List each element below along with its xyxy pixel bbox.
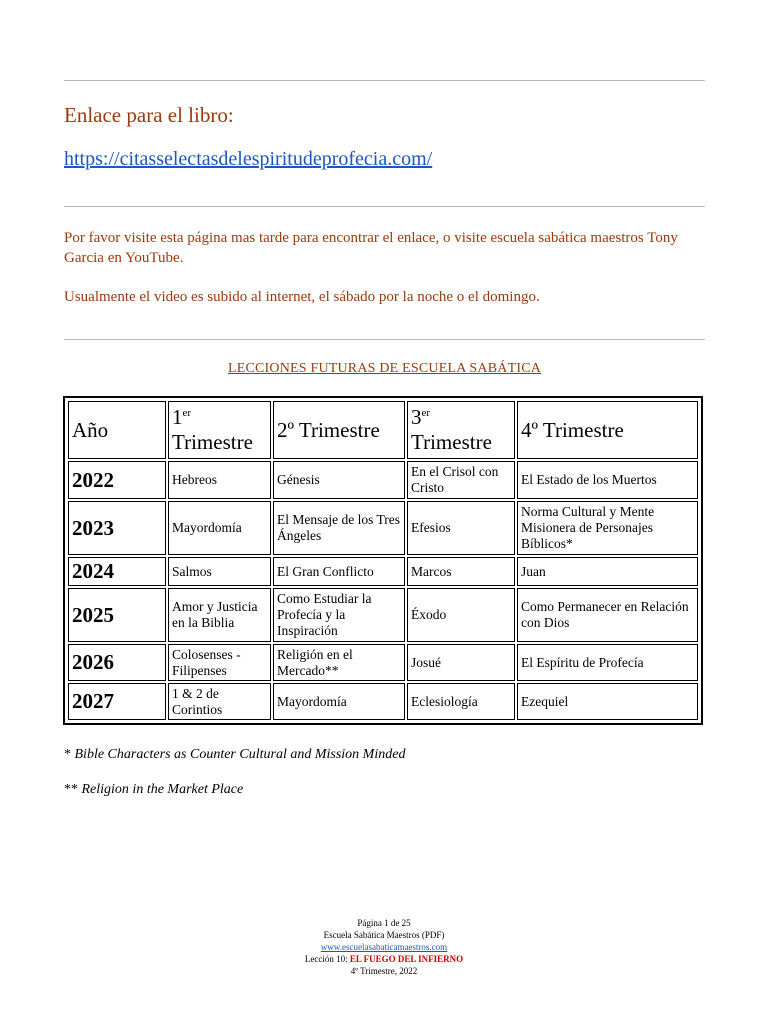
- header-q3: 3er Trimestre: [407, 401, 515, 459]
- notice-upload-schedule: Usualmente el video es subido al internet, el sábado por la noche o el domingo.: [64, 289, 540, 305]
- row-q3: Eclesiología: [407, 683, 515, 720]
- row-q3: En el Crisol con Cristo: [407, 461, 515, 499]
- row-q4: El Estado de los Muertos: [517, 461, 698, 499]
- footer-lesson-prefix: Lección 10:: [304, 954, 348, 964]
- divider-2: [64, 206, 705, 207]
- footnote-1: [64, 747, 405, 763]
- row-q2: Génesis: [273, 461, 405, 499]
- row-q4: Como Permanecer en Relación con Dios: [517, 588, 698, 642]
- row-q1: Hebreos: [168, 461, 271, 499]
- header-q4: 4º Trimestre: [517, 401, 698, 459]
- footnote-1-mark: *: [64, 747, 71, 762]
- row-q1: Salmos: [168, 557, 271, 586]
- row-year: 2024: [68, 557, 166, 586]
- footnote-2-text: Religion in the Market Place: [81, 782, 244, 797]
- footnote-1-text: Bible Characters as Counter Cultural and Mission Minded: [74, 747, 406, 762]
- header-q2: 2º Trimestre: [273, 401, 405, 459]
- table-row: [68, 644, 698, 681]
- row-year: 2025: [68, 588, 166, 642]
- table-title: LECCIONES FUTURAS DE ESCUELA SABÁTICA: [227, 361, 542, 376]
- row-q2: El Mensaje de los Tres Ángeles: [273, 501, 405, 555]
- footer-page-number: Página 1 de 25: [357, 918, 411, 928]
- link-heading: Enlace para el libro:: [64, 103, 234, 127]
- table-header-row: [68, 401, 698, 459]
- footer-lesson-name: EL FUEGO DEL INFIERNO: [349, 954, 464, 964]
- row-year: 2023: [68, 501, 166, 555]
- table-row: [68, 683, 698, 720]
- footer-lesson: [0, 953, 768, 965]
- row-q1: Mayordomía: [168, 501, 271, 555]
- footnote-2: [64, 782, 243, 798]
- row-q2: Religión en el Mercado**: [273, 644, 405, 681]
- row-q3: Efesios: [407, 501, 515, 555]
- footer-quarter: 4º Trimestre, 2022: [350, 966, 418, 976]
- row-q3: Marcos: [407, 557, 515, 586]
- header-q1: 1er Trimestre: [168, 401, 271, 459]
- row-q4: Juan: [517, 557, 698, 586]
- row-q1: Colosenses - Filipenses: [168, 644, 271, 681]
- row-q2: El Gran Conflicto: [273, 557, 405, 586]
- table-row: [68, 557, 698, 586]
- row-q1: 1 & 2 de Corintios: [168, 683, 271, 720]
- row-q3: Josué: [407, 644, 515, 681]
- row-q1: Amor y Justicia en la Biblia: [168, 588, 271, 642]
- row-q4: El Espíritu de Profecía: [517, 644, 698, 681]
- footer-site-link[interactable]: www.escuelasabaticamaestros.com: [320, 942, 448, 952]
- row-year: 2026: [68, 644, 166, 681]
- row-q2: Mayordomía: [273, 683, 405, 720]
- footer-title: Escuela Sabática Maestros (PDF): [323, 930, 445, 940]
- row-q2: Como Estudiar la Profecía y la Inspiración: [273, 588, 405, 642]
- top-divider: [64, 80, 705, 81]
- row-q4: Ezequiel: [517, 683, 698, 720]
- header-year: Año: [68, 401, 166, 459]
- notice-visit-later: Por favor visite esta página mas tarde para encontrar el enlace, o visite escuela sabática maestros Tony Garcia en YouTube.: [64, 230, 678, 266]
- row-year: 2027: [68, 683, 166, 720]
- table-row: [68, 461, 698, 499]
- table-row: [68, 588, 698, 642]
- row-q4: Norma Cultural y Mente Misionera de Personajes Bíblicos*: [517, 501, 698, 555]
- row-q3: Éxodo: [407, 588, 515, 642]
- lessons-table: [63, 396, 703, 725]
- table-row: [68, 501, 698, 555]
- page-footer: [0, 917, 768, 977]
- row-year: 2022: [68, 461, 166, 499]
- footnote-2-mark: **: [64, 782, 78, 797]
- book-link[interactable]: https://citasselectasdelespiritudeprofecia.com/: [64, 148, 433, 170]
- divider-3: [64, 339, 705, 340]
